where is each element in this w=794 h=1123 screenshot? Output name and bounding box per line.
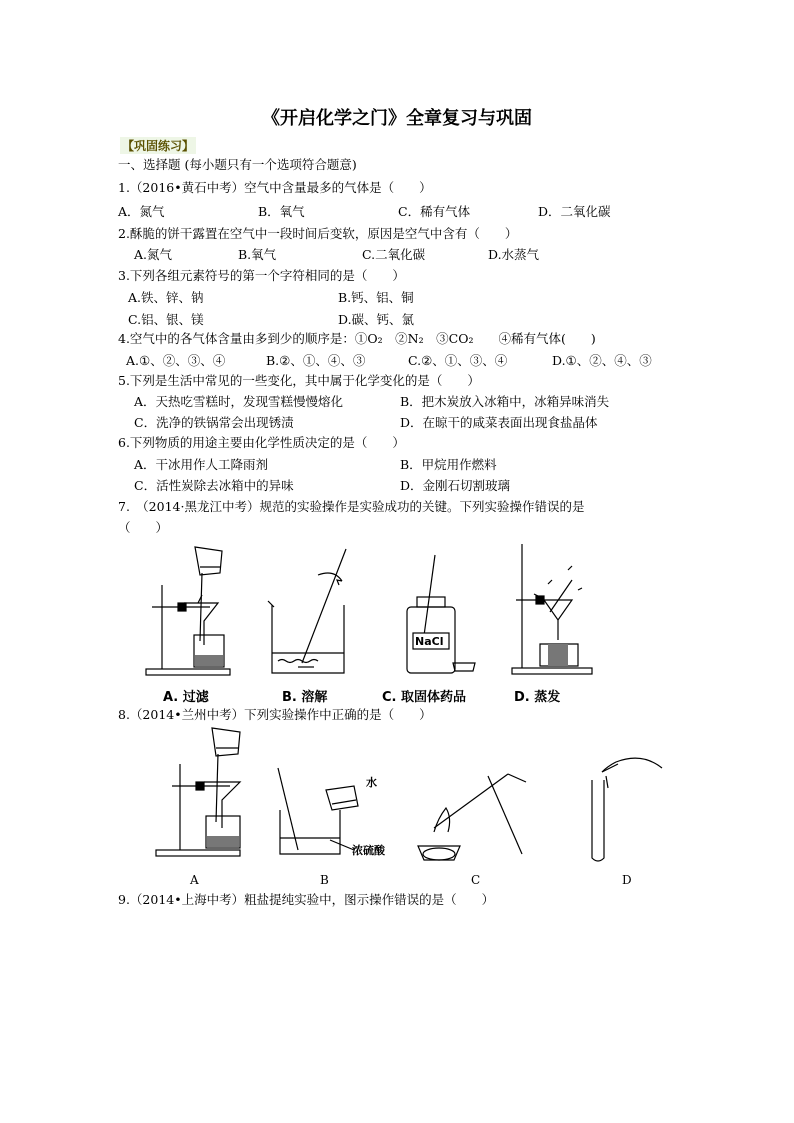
water-label: 水 (366, 776, 377, 789)
q7-figure-dissolving (262, 545, 362, 680)
q1-option-b[interactable]: B．氧气 (258, 204, 305, 219)
q8-label-b: B (320, 873, 329, 887)
nacl-label: NaCl (415, 635, 444, 648)
q3-stem: 3.下列各组元素符号的第一个字符相同的是（ ） (118, 268, 405, 283)
acid-label: 浓硫酸 (352, 844, 385, 857)
q1-stem: 1.（2016•黄石中考）空气中含量最多的气体是（ ） (118, 180, 432, 195)
q8-label-c: C (471, 873, 481, 887)
q3-option-d[interactable]: D.碳、钙、氯 (338, 312, 415, 327)
q6-stem: 6.下列物质的用途主要由化学性质决定的是（ ） (118, 435, 405, 450)
q8-figure-c (414, 768, 554, 863)
q7-caption-d: D. 蒸发 (514, 690, 561, 705)
q5-option-d[interactable]: D．在晾干的咸菜表面出现食盐晶体 (400, 415, 598, 430)
q7-caption-b: B. 溶解 (282, 690, 328, 705)
q8-figure-d (578, 740, 678, 865)
q7-stem: 7. （2014·黑龙江中考）规范的实验操作是实验成功的关键。下列实验操作错误的是 (118, 499, 585, 514)
q4-option-b[interactable]: B.②、①、④、③ (266, 353, 366, 368)
q1-option-c[interactable]: C．稀有气体 (398, 204, 471, 219)
q6-option-c[interactable]: C．活性炭除去冰箱中的异味 (134, 478, 294, 493)
q7-figure-evaporation (508, 540, 608, 680)
q8-figure-a (150, 724, 250, 862)
q7-figure-solid (395, 545, 495, 680)
q2-stem: 2.酥脆的饼干露置在空气中一段时间后变软，原因是空气中含有（ ） (118, 226, 518, 241)
q2-option-b[interactable]: B.氧气 (238, 247, 277, 262)
q7-caption-a: A. 过滤 (163, 690, 209, 705)
section-label: 【巩固练习】 (122, 139, 195, 153)
page-title: 《开启化学之门》全章复习与巩固 (262, 108, 532, 129)
q4-option-d[interactable]: D.①、②、④、③ (552, 353, 652, 368)
q5-option-b[interactable]: B．把木炭放入冰箱中，冰箱异味消失 (400, 394, 610, 409)
q1-option-a[interactable]: A．氮气 (118, 204, 165, 219)
q1-option-d[interactable]: D．二氧化碳 (538, 204, 611, 219)
q9-stem: 9.（2014•上海中考）粗盐提纯实验中，图示操作错误的是（ ） (118, 892, 495, 907)
q4-stem: 4.空气中的各气体含量由多到少的顺序是：①O₂ ②N₂ ③CO₂ ④稀有气体( ) (118, 331, 596, 346)
q6-option-b[interactable]: B．甲烷用作燃料 (400, 457, 497, 472)
q2-option-a[interactable]: A.氮气 (134, 247, 173, 262)
q6-option-a[interactable]: A．干冰用作人工降雨剂 (134, 457, 269, 472)
q8-label-d: D (622, 873, 632, 887)
q5-option-c[interactable]: C．洗净的铁锅常会出现锈渍 (134, 415, 294, 430)
section-heading: 一、选择题 (每小题只有一个选项符合题意) (118, 157, 357, 172)
q5-stem: 5.下列是生活中常见的一些变化，其中属于化学变化的是（ ） (118, 373, 480, 388)
q4-option-a[interactable]: A.①、②、③、④ (126, 353, 226, 368)
q8-label-a: A (190, 873, 199, 887)
q7-caption-c: C. 取固体药品 (382, 690, 467, 705)
q4-option-c[interactable]: C.②、①、③、④ (408, 353, 508, 368)
q2-option-c[interactable]: C.二氧化碳 (362, 247, 426, 262)
q7-paren: （ ） (118, 520, 169, 535)
q7-figure-filtration (140, 545, 240, 680)
q5-option-a[interactable]: A．天热吃雪糕时，发现雪糕慢慢熔化 (134, 394, 344, 409)
q2-option-d[interactable]: D.水蒸气 (488, 247, 540, 262)
q6-option-d[interactable]: D．金刚石切割玻璃 (400, 478, 511, 493)
q3-option-b[interactable]: B.钙、铝、铜 (338, 290, 414, 305)
q8-stem: 8.（2014•兰州中考）下列实验操作中正确的是（ ） (118, 707, 432, 722)
q8-figure-b (270, 760, 400, 860)
q3-option-c[interactable]: C.铝、银、镁 (128, 312, 204, 327)
q3-option-a[interactable]: A.铁、锌、钠 (128, 290, 204, 305)
